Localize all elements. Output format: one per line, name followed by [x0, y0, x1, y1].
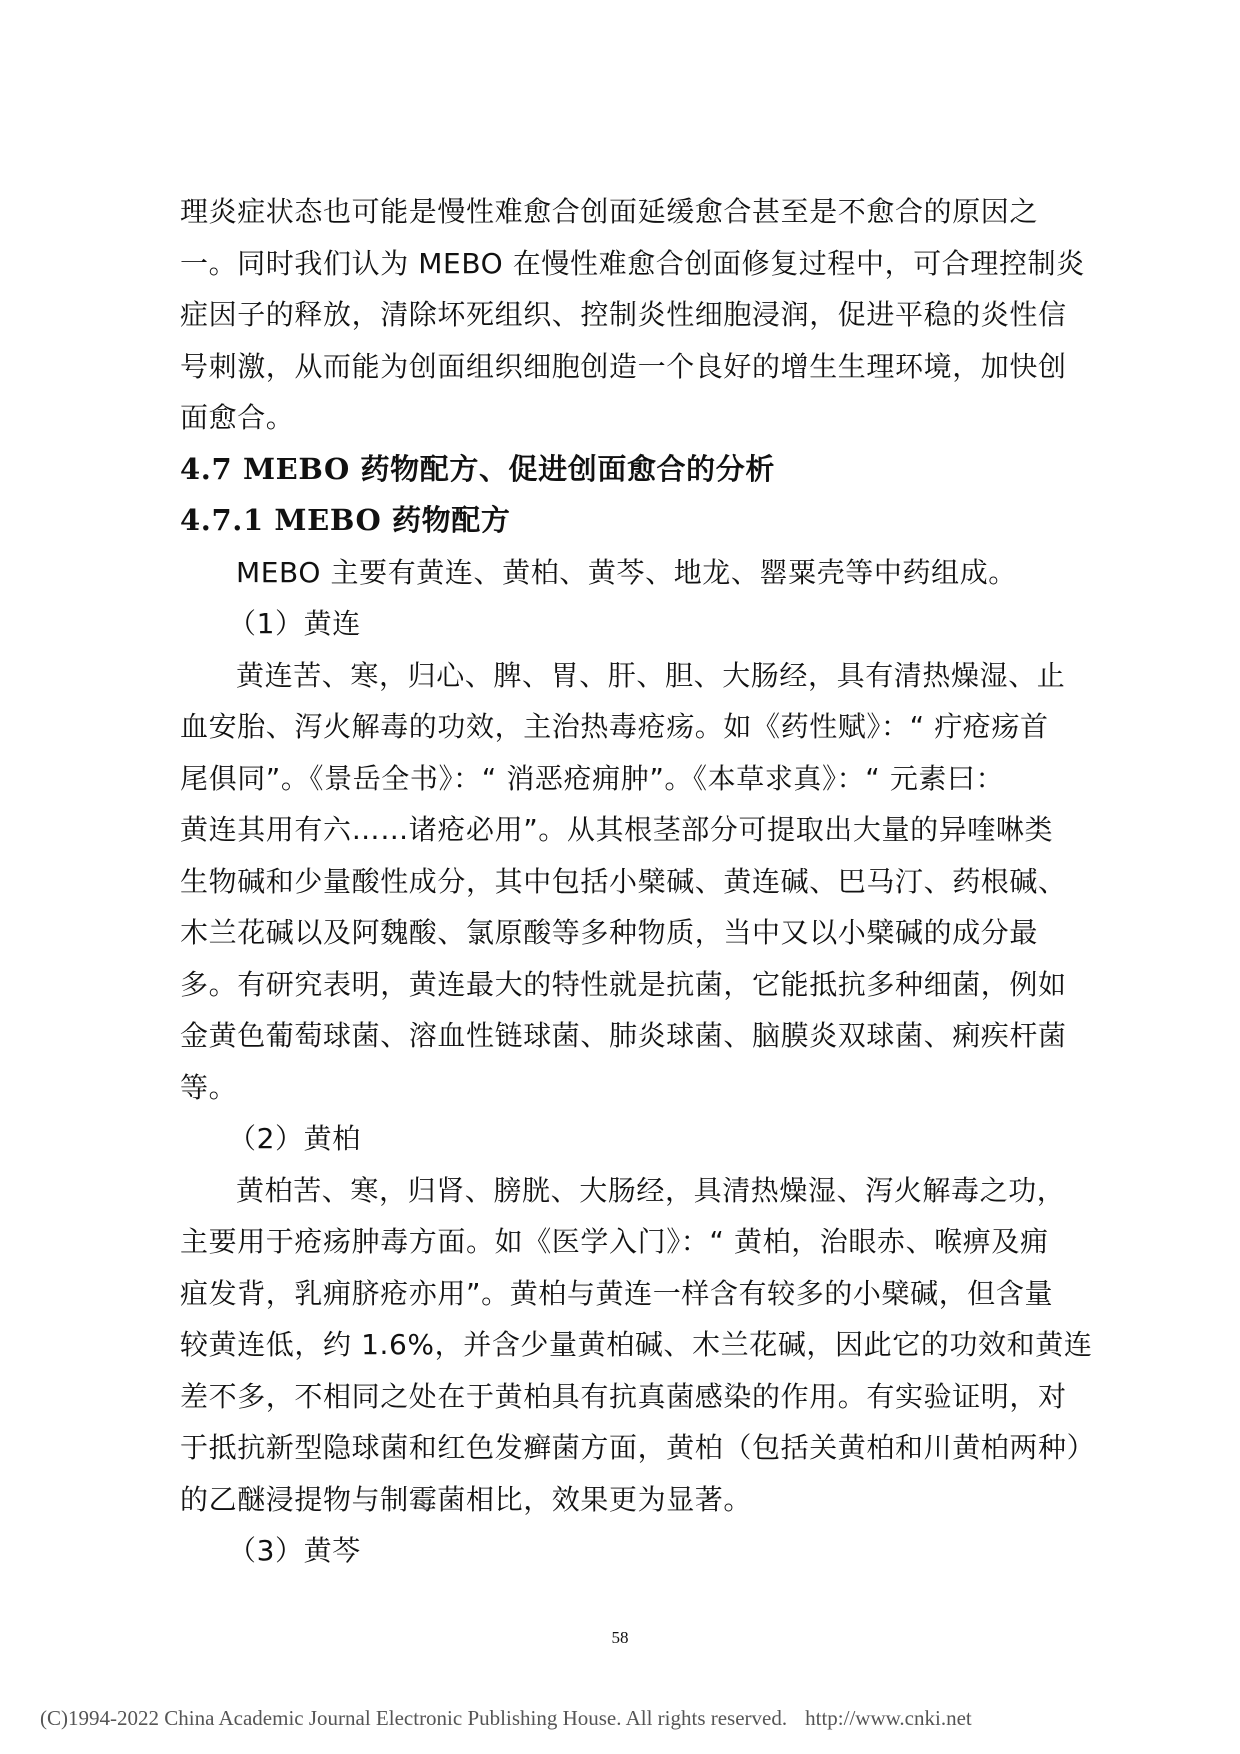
text-line: 面愈合。 — [180, 401, 295, 434]
subsection-label-huangbai: （2）黄柏 — [228, 1122, 361, 1155]
paragraph-huangbai — [180, 1165, 1100, 1526]
text-line: 生物碱和少量酸性成分，其中包括小檗碱、黄连碱、巴马汀、药根碱、 — [180, 864, 1067, 898]
text-line: 等。 — [180, 1070, 238, 1104]
text-line: 尾俱同”。《景岳全书》：“ 消恶疮痈肿”。《本草求真》：“ 元素曰： — [180, 761, 1005, 795]
text-line: 的乙醚浸提物与制霉菌相比，效果更为显著。 — [180, 1482, 753, 1516]
copyright-text: (C)1994-2022 China Academic Journal Electronic Publishing House. All rights reserved. — [40, 1706, 788, 1730]
text-line: 一。同时我们认为 MEBO 在慢性难愈合创面修复过程中，可合理控制炎 — [180, 246, 1085, 280]
page-number: 58 — [611, 1628, 629, 1647]
text-line: 主要用于疮疡肿毒方面。如《医学入门》：“ 黄柏，治眼赤、喉痹及痈 — [180, 1225, 1049, 1258]
paragraph-inflammation-conclusion — [180, 186, 1100, 444]
text-line: 金黄色葡萄球菌、溶血性链球菌、肺炎球菌、脑膜炎双球菌、痢疾杆菌 — [180, 1019, 1067, 1052]
text-line: 较黄连低，约 1.6%，并含少量黄柏碱、木兰花碱，因此它的功效和黄连 — [180, 1328, 1093, 1361]
subsection-label-huanglian: （1）黄连 — [228, 607, 361, 640]
text-line: 木兰花碱以及阿魏酸、氯原酸等多种物质，当中又以小檗碱的成分最 — [180, 916, 1039, 949]
body-text — [180, 186, 1100, 1577]
subsection-heading: 4.7.1 MEBO 药物配方 — [180, 503, 511, 537]
text-line: 疽发背，乳痈脐疮亦用”。黄柏与黄连一样含有较多的小檗碱，但含量 — [180, 1276, 1054, 1310]
text-line: 黄柏苦、寒，归肾、膀胱、大肠经，具清热燥湿、泻火解毒之功， — [236, 1173, 1066, 1207]
copyright-footer — [40, 1706, 1220, 1731]
text-line: 黄连苦、寒，归心、脾、胃、肝、胆、大肠经，具有清热燥湿、止 — [236, 658, 1066, 692]
intro-line: MEBO 主要有黄连、黄柏、黄芩、地龙、罂粟壳等中药组成。 — [236, 555, 1017, 589]
text-line: 血安胎、泻火解毒的功效，主治热毒疮疡。如《药性赋》：“ 疔疮疡首 — [180, 710, 1049, 743]
text-line: 于抵抗新型隐球菌和红色发癣菌方面，黄柏（包括关黄柏和川黄柏两种） — [180, 1431, 1096, 1464]
subsection-label-huangqin: （3）黄芩 — [228, 1534, 361, 1567]
text-line: 症因子的释放，清除坏死组织、控制炎性细胞浸润，促进平稳的炎性信 — [180, 298, 1067, 331]
text-line: 黄连其用有六……诸疮必用”。从其根茎部分可提取出大量的异喹啉类 — [180, 813, 1054, 846]
section-heading: 4.7 MEBO 药物配方、促进创面愈合的分析 — [180, 451, 775, 486]
text-line: 差不多，不相同之处在于黄柏具有抗真菌感染的作用。有实验证明，对 — [180, 1379, 1067, 1413]
text-line: 多。有研究表明，黄连最大的特性就是抗菌，它能抵抗多种细菌，例如 — [180, 967, 1067, 1001]
footer-url: http://www.cnki.net — [805, 1706, 972, 1730]
paragraph-huanglian — [180, 650, 1100, 1114]
text-line: 理炎症状态也可能是慢性难愈合创面延缓愈合甚至是不愈合的原因之 — [180, 195, 1039, 228]
text-line: 号刺激，从而能为创面组织细胞创造一个良好的增生生理环境，加快创 — [180, 349, 1067, 383]
